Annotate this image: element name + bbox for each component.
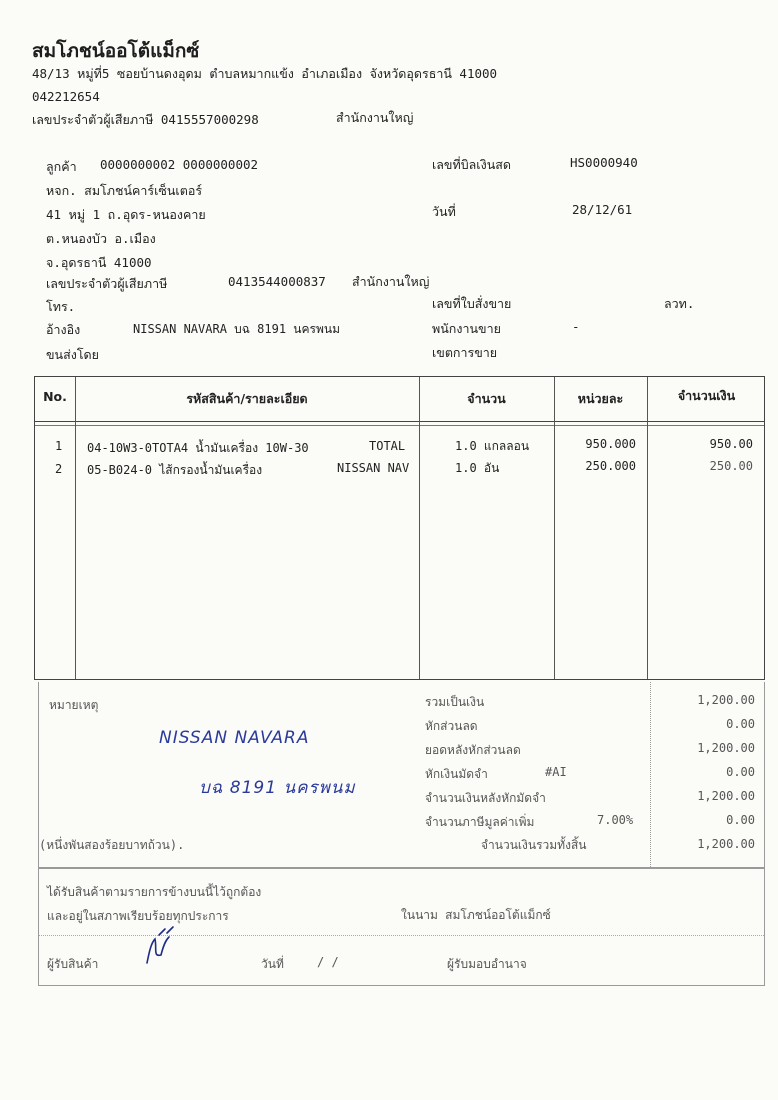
customer-label: ลูกค้า: [46, 159, 77, 174]
sales-order-label: เลขที่ใบสั่งขาย: [432, 296, 512, 311]
company-branch: สำนักงานใหญ่: [336, 110, 414, 125]
salesperson-label: พนักงานขาย: [432, 321, 501, 336]
company-tax-id: เลขประจำตัวผู้เสียภาษี 0415557000298: [32, 112, 259, 127]
row-1-amount: 950.00: [709, 437, 753, 451]
after-deposit-label: จำนวนเงินหลังหักมัดจำ: [425, 791, 546, 805]
company-address: 48/13 หมู่ที่5 ซอยบ้านดงอุดม ตำบลหมากแข้ง อำเภอเมือง จังหวัดอุดรธานี 41000: [32, 66, 498, 81]
customer-phone-label: โทร.: [46, 299, 76, 314]
row-2-unit-price: 250.000: [585, 459, 636, 473]
header-description: รหัสสินค้า/รายละเอียด: [186, 391, 308, 406]
items-table: [34, 376, 765, 680]
handwritten-note-1: NISSAN NAVARA: [159, 728, 310, 748]
reference-label: อ้างอิง: [46, 322, 81, 337]
grand-total-value: 1,200.00: [697, 837, 755, 851]
header-unit-price: หน่วยละ: [577, 391, 624, 406]
row-1-no: 1: [55, 439, 63, 453]
vat-value: 0.00: [726, 813, 755, 827]
subtotal-label: รวมเป็นเงิน: [425, 695, 485, 709]
receive-date-blank: / /: [317, 955, 339, 969]
received-text-2: และอยู่ในสภาพเรียบร้อยทุกประการ: [47, 909, 229, 923]
handwritten-note-2: บฉ 8191 นครพนม: [199, 778, 356, 798]
receive-date-label: วันที่: [261, 957, 284, 971]
header-amount: จำนวนเงิน: [677, 388, 736, 403]
vat-rate: 7.00%: [597, 813, 634, 827]
company-phone: 042212654: [32, 89, 100, 104]
row-2-description: 05-B024-0 ไส้กรองน้ำมันเครื่อง: [87, 463, 263, 477]
after-discount-label: ยอดหลังหักส่วนลด: [425, 743, 521, 757]
footer-box: [38, 868, 765, 986]
discount-label: หักส่วนลด: [425, 719, 478, 733]
customer-tax-label: เลขประจำตัวผู้เสียภาษี: [46, 276, 168, 291]
vat-label: จำนวนภาษีมูลค่าเพิ่ม: [425, 815, 535, 829]
sales-order-value: ลวท.: [664, 296, 695, 311]
amount-in-words: (หนึ่งพันสองร้อยบาทถ้วน).: [39, 838, 185, 852]
bill-no-label: เลขที่บิลเงินสด: [432, 157, 511, 172]
salesperson-value: -: [572, 319, 580, 334]
date-label: วันที่: [432, 204, 456, 219]
row-2-quantity: 1.0 อัน: [455, 461, 500, 475]
grand-total-label: จำนวนเงินรวมทั้งสิ้น: [481, 838, 587, 852]
customer-name: หจก. สมโภชน์คาร์เซ็นเตอร์: [46, 183, 203, 198]
deposit-code: #AI: [545, 765, 567, 779]
authorized-label: ผู้รับมอบอำนาจ: [447, 957, 527, 971]
receiver-label: ผู้รับสินค้า: [47, 957, 99, 971]
customer-address-2: ต.หนองบัว อ.เมือง: [46, 231, 156, 246]
customer-tax-id: 0413544000837: [228, 274, 326, 289]
row-1-quantity: 1.0 แกลลอน: [455, 439, 530, 453]
sales-area-label: เขตการขาย: [432, 345, 498, 360]
header-quantity: จำนวน: [467, 391, 506, 406]
customer-branch: สำนักงานใหญ่: [352, 274, 430, 289]
remark-label: หมายเหตุ: [49, 698, 99, 712]
row-1-unit-price: 950.000: [585, 437, 636, 451]
customer-code: 0000000002 0000000002: [100, 157, 259, 172]
after-deposit-value: 1,200.00: [697, 789, 755, 803]
received-text-1: ได้รับสินค้าตามรายการข้างบนนี้ไว้ถูกต้อง: [47, 885, 262, 899]
row-2-extra: NISSAN NAV: [337, 461, 410, 475]
shipping-label: ขนส่งโดย: [46, 347, 99, 362]
company-name: สมโภชน์ออโต้แม็กซ์: [32, 40, 200, 62]
header-no: No.: [43, 389, 67, 404]
deposit-label: หักเงินมัดจำ: [425, 767, 488, 781]
row-1-extra: TOTAL: [369, 439, 406, 453]
row-1-description: 04-10W3-0TOTA4 น้ำมันเครื่อง 10W-30: [87, 441, 309, 455]
receiver-signature: [139, 925, 183, 969]
bill-no: HS0000940: [570, 155, 638, 170]
customer-address-3: จ.อุดรธานี 41000: [46, 255, 152, 270]
summary-box: [38, 682, 765, 868]
on-behalf-text: ในนาม สมโภชน์ออโต้แม็กซ์: [401, 908, 551, 922]
row-2-amount: 250.00: [709, 459, 753, 473]
row-2-no: 2: [55, 462, 63, 476]
reference-value: NISSAN NAVARA บฉ 8191 นครพนม: [133, 322, 340, 336]
customer-address-1: 41 หมู่ 1 ถ.อุดร-หนองคาย: [46, 207, 206, 222]
after-discount-value: 1,200.00: [697, 741, 755, 755]
doc-date: 28/12/61: [572, 202, 633, 217]
discount-value: 0.00: [726, 717, 755, 731]
subtotal-value: 1,200.00: [697, 693, 755, 707]
deposit-value: 0.00: [726, 765, 755, 779]
